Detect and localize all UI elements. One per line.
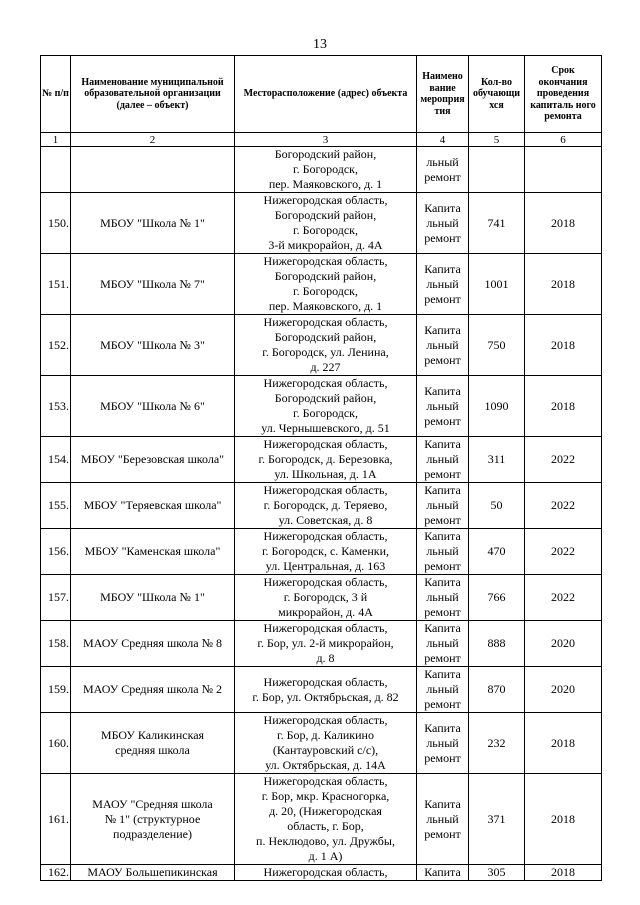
students-count: 1001 bbox=[469, 254, 525, 315]
school-address: Нижегородская область, г. Богородск, с. Каменки, ул. Центральная, д. 163 bbox=[235, 529, 417, 575]
school-name: МБОУ "Теряевская школа" bbox=[71, 483, 235, 529]
row-number: 154. bbox=[41, 437, 71, 483]
event-name: Капита льный ремонт bbox=[417, 529, 469, 575]
students-count: 888 bbox=[469, 621, 525, 667]
school-address: Нижегородская область, г. Бор, ул. Октябрьская, д. 82 bbox=[235, 667, 417, 713]
repair-deadline: 2020 bbox=[525, 621, 602, 667]
repair-deadline: 2018 bbox=[525, 713, 602, 774]
students-count: 50 bbox=[469, 483, 525, 529]
header-cell-name: Наименование муниципальной образовательной организации (далее – объект) bbox=[71, 56, 235, 133]
header-cell-deadline: Срок окончания проведения капиталь ного ремонта bbox=[525, 56, 602, 133]
school-address: Богородский район, г. Богородск, пер. Маяковского, д. 1 bbox=[235, 147, 417, 193]
repair-deadline: 2020 bbox=[525, 667, 602, 713]
column-number: 6 bbox=[525, 133, 602, 147]
school-name: МАОУ Средняя школа № 8 bbox=[71, 621, 235, 667]
header-cell-address: Месторасположение (адрес) объекта bbox=[235, 56, 417, 133]
event-name: Капита bbox=[417, 865, 469, 881]
table-row bbox=[41, 376, 602, 437]
row-number: 156. bbox=[41, 529, 71, 575]
header-row bbox=[41, 56, 602, 133]
table-row bbox=[41, 147, 602, 193]
column-number: 1 bbox=[41, 133, 71, 147]
event-name: Капита льный ремонт bbox=[417, 483, 469, 529]
row-number: 162. bbox=[41, 865, 71, 881]
school-name bbox=[71, 147, 235, 193]
students-count bbox=[469, 147, 525, 193]
header-cell-event: Наимено вание мероприя тия bbox=[417, 56, 469, 133]
row-number: 160. bbox=[41, 713, 71, 774]
school-name: МАОУ Большепикинская bbox=[71, 865, 235, 881]
school-name: МБОУ "Каменская школа" bbox=[71, 529, 235, 575]
row-number: 151. bbox=[41, 254, 71, 315]
school-name: МБОУ "Школа № 3" bbox=[71, 315, 235, 376]
event-name: льный ремонт bbox=[417, 147, 469, 193]
column-number: 2 bbox=[71, 133, 235, 147]
table-body bbox=[41, 147, 602, 881]
table-row bbox=[41, 254, 602, 315]
school-address: Нижегородская область, Богородский район, г. Богородск, 3-й микрорайон, д. 4А bbox=[235, 193, 417, 254]
repair-deadline: 2022 bbox=[525, 529, 602, 575]
row-number: 155. bbox=[41, 483, 71, 529]
event-name: Капита льный ремонт bbox=[417, 667, 469, 713]
school-address: Нижегородская область, Богородский район, г. Богородск, пер. Маяковского, д. 1 bbox=[235, 254, 417, 315]
school-address: Нижегородская область, bbox=[235, 865, 417, 881]
school-name: МБОУ "Школа № 1" bbox=[71, 193, 235, 254]
school-address: Нижегородская область, г. Богородск, 3 й микрорайон, д. 4А bbox=[235, 575, 417, 621]
repair-deadline bbox=[525, 147, 602, 193]
row-number: 152. bbox=[41, 315, 71, 376]
table-row bbox=[41, 713, 602, 774]
header-cell-count: Кол-во обучающи хся bbox=[469, 56, 525, 133]
school-address: Нижегородская область, г. Богородск, д. Березовка, ул. Школьная, д. 1А bbox=[235, 437, 417, 483]
table-row bbox=[41, 193, 602, 254]
repair-deadline: 2018 bbox=[525, 315, 602, 376]
row-number: 157. bbox=[41, 575, 71, 621]
school-address: Нижегородская область, Богородский район, г. Богородск, ул. Ленина, д. 227 bbox=[235, 315, 417, 376]
column-number: 5 bbox=[469, 133, 525, 147]
students-count: 750 bbox=[469, 315, 525, 376]
students-count: 766 bbox=[469, 575, 525, 621]
event-name: Капита льный ремонт bbox=[417, 621, 469, 667]
event-name: Капита льный ремонт bbox=[417, 254, 469, 315]
repair-deadline: 2018 bbox=[525, 865, 602, 881]
school-address: Нижегородская область, г. Бор, мкр. Красногорка, д. 20, (Нижегородская область, г. Бор, п. Неклюдово, ул. Дружбы, д. 1 А) bbox=[235, 774, 417, 865]
row-number bbox=[41, 147, 71, 193]
repair-deadline: 2018 bbox=[525, 376, 602, 437]
school-name: МБОУ "Школа № 6" bbox=[71, 376, 235, 437]
repair-deadline: 2022 bbox=[525, 437, 602, 483]
table-row bbox=[41, 529, 602, 575]
event-name: Капита льный ремонт bbox=[417, 774, 469, 865]
column-number-row bbox=[41, 133, 602, 147]
school-address: Нижегородская область, Богородский район, г. Богородск, ул. Чернышевского, д. 51 bbox=[235, 376, 417, 437]
column-number: 4 bbox=[417, 133, 469, 147]
school-address: Нижегородская область, г. Бор, ул. 2-й микрорайон, д. 8 bbox=[235, 621, 417, 667]
table-row bbox=[41, 621, 602, 667]
row-number: 150. bbox=[41, 193, 71, 254]
row-number: 153. bbox=[41, 376, 71, 437]
table-row bbox=[41, 483, 602, 529]
event-name: Капита льный ремонт bbox=[417, 437, 469, 483]
table-row bbox=[41, 437, 602, 483]
students-count: 870 bbox=[469, 667, 525, 713]
event-name: Капита льный ремонт bbox=[417, 193, 469, 254]
repair-deadline: 2018 bbox=[525, 254, 602, 315]
table-row bbox=[41, 774, 602, 865]
students-count: 1090 bbox=[469, 376, 525, 437]
row-number: 158. bbox=[41, 621, 71, 667]
table-row bbox=[41, 315, 602, 376]
event-name: Капита льный ремонт bbox=[417, 575, 469, 621]
school-name: МАОУ Средняя школа № 2 bbox=[71, 667, 235, 713]
school-name: МБОУ "Школа № 7" bbox=[71, 254, 235, 315]
students-count: 470 bbox=[469, 529, 525, 575]
table-row bbox=[41, 667, 602, 713]
table-row bbox=[41, 575, 602, 621]
page-number: 13 bbox=[313, 37, 327, 52]
header-cell-number: № п/п bbox=[41, 56, 71, 133]
event-name: Капита льный ремонт bbox=[417, 315, 469, 376]
students-count: 305 bbox=[469, 865, 525, 881]
table-row bbox=[41, 865, 602, 881]
school-address: Нижегородская область, г. Богородск, д. Теряево, ул. Советская, д. 8 bbox=[235, 483, 417, 529]
repair-deadline: 2022 bbox=[525, 483, 602, 529]
row-number: 161. bbox=[41, 774, 71, 865]
school-address: Нижегородская область, г. Бор, д. Каликино (Кантауровский с/с), ул. Октябрьская, д. 14А bbox=[235, 713, 417, 774]
students-count: 311 bbox=[469, 437, 525, 483]
event-name: Капита льный ремонт bbox=[417, 376, 469, 437]
schools-table bbox=[40, 55, 602, 881]
students-count: 371 bbox=[469, 774, 525, 865]
students-count: 741 bbox=[469, 193, 525, 254]
repair-deadline: 2022 bbox=[525, 575, 602, 621]
row-number: 159. bbox=[41, 667, 71, 713]
column-number: 3 bbox=[235, 133, 417, 147]
school-name: МБОУ Каликинская средняя школа bbox=[71, 713, 235, 774]
repair-deadline: 2018 bbox=[525, 774, 602, 865]
event-name: Капита льный ремонт bbox=[417, 713, 469, 774]
school-name: МБОУ "Березовская школа" bbox=[71, 437, 235, 483]
students-count: 232 bbox=[469, 713, 525, 774]
school-name: МБОУ "Школа № 1" bbox=[71, 575, 235, 621]
school-name: МАОУ "Средняя школа № 1" (структурное подразделение) bbox=[71, 774, 235, 865]
repair-deadline: 2018 bbox=[525, 193, 602, 254]
